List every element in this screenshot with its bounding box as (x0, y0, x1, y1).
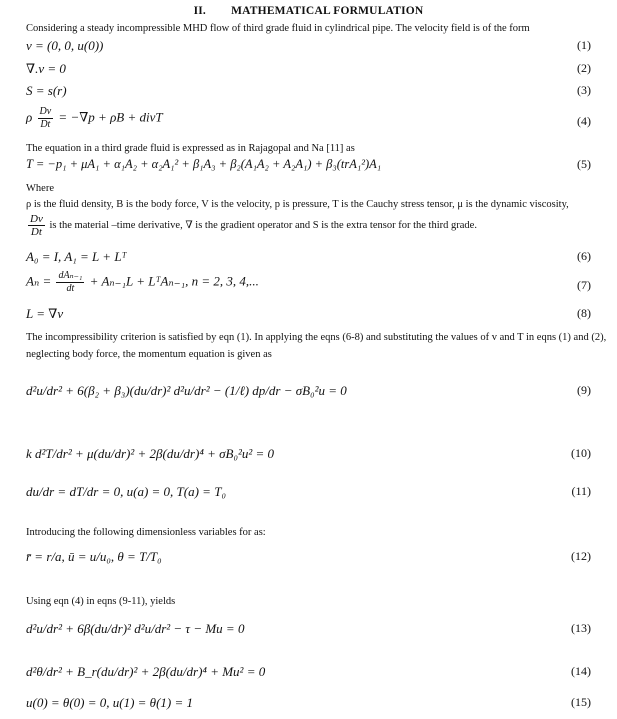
equation-9 (26, 383, 591, 413)
section-title: MATHEMATICAL FORMULATION (231, 5, 424, 17)
equation-6 (26, 249, 591, 271)
material-derivative-fraction (28, 213, 45, 238)
equation-7 (26, 270, 591, 302)
material-derivative-numerator: Dv (30, 213, 43, 225)
equation-14-number: (14) (571, 664, 591, 678)
section-heading (0, 5, 617, 17)
equation-12-number: (12) (571, 549, 591, 563)
equation-13-number: (13) (571, 621, 591, 635)
equation-5 (26, 157, 591, 179)
equation-12 (26, 549, 591, 571)
equation-11-body: du/dr = dT/dr = 0, u(a) = 0, T(a) = T₀ (26, 484, 226, 499)
paragraph-introducing: Introducing the following dimensionless variables for as: (26, 527, 266, 538)
equation-4-number: (4) (577, 114, 591, 128)
equation-5-body: T = −p₁ + μA₁ + α₁A₂ + α₂A₁² + β₁A₃ + β₂(A₁A₂ + A₂A₁) + β₃(trA₁²)A₁ (26, 157, 382, 171)
equation-2 (26, 61, 591, 83)
paragraph-third-grade: The equation in a third grade fluid is expressed as in Rajagopal and Na [11] as (26, 143, 355, 154)
equation-11-number: (11) (571, 484, 591, 498)
equation-4-fraction (38, 106, 54, 131)
equation-4-body (26, 106, 163, 131)
paragraph-material-text: is the material –time derivative, ∇ is the gradient operator and S is the extra tensor for the third grade. (46, 219, 477, 231)
equation-14 (26, 664, 591, 686)
equation-7-lhs: Aₙ = (26, 273, 52, 289)
equation-13 (26, 621, 591, 643)
material-derivative-denominator: Dt (30, 226, 42, 238)
paragraph-symbols: ρ is the fluid density, B is the body force, V is the velocity, p is pressure, T is the Cauchy stress tensor, μ is the dynamic viscosity, (26, 199, 569, 210)
equation-1-body: v = (0, 0, u(0)) (26, 38, 104, 53)
equation-7-denominator: dt (66, 283, 75, 294)
equation-1 (26, 38, 591, 60)
equation-8 (26, 306, 591, 328)
equation-5-number: (5) (577, 157, 591, 171)
equation-4-numerator: Dv (39, 106, 52, 117)
paragraph-incompressibility: The incompressibility criterion is satisfied by eqn (1). In applying the eqns (6-8) and substituting the values of v and T in eqns (1) and (2), neglecting body force, the momentum equation is given as (26, 332, 607, 360)
equation-2-body: ∇.v = 0 (26, 61, 66, 76)
equation-8-number: (8) (577, 306, 591, 320)
equation-9-body: d²u/dr² + 6(β₂ + β₃)(du/dr)² d²u/dr² − (1/ℓ) dp/dr − σB₀²u = 0 (26, 383, 347, 398)
equation-7-fraction (56, 270, 84, 295)
equation-14-body: d²θ/dr² + B_r(du/dr)² + 2β(du/dr)⁴ + Mu² = 0 (26, 664, 266, 679)
equation-13-body: d²u/dr² + 6β(du/dr)² d²u/dr² − τ − Mu = 0 (26, 621, 245, 636)
equation-2-number: (2) (577, 61, 591, 75)
equation-3-body: S = s(r) (26, 83, 67, 98)
paragraph-intro: Considering a steady incompressible MHD flow of third grade fluid in cylindrical pipe. The velocity field is of the form (26, 23, 530, 34)
equation-15-body: u(0) = θ(0) = 0, u(1) = θ(1) = 1 (26, 695, 193, 710)
equation-7-body (26, 270, 259, 295)
equation-15-number: (15) (571, 695, 591, 709)
equation-10-number: (10) (571, 446, 591, 460)
paragraph-where: Where (26, 183, 54, 194)
equation-3-number: (3) (577, 83, 591, 97)
paragraph-material (26, 213, 608, 238)
equation-12-body: r̄ = r/a, ū = u/u₀, θ = T/T₀ (26, 549, 162, 564)
equation-4-denominator: Dt (40, 119, 51, 130)
equation-9-number: (9) (577, 383, 591, 397)
equation-1-number: (1) (577, 38, 591, 52)
equation-7-number: (7) (577, 278, 591, 292)
section-number: II. (193, 5, 207, 17)
equation-7-rhs: + Aₙ₋₁L + LᵀAₙ₋₁, n = 2, 3, 4,... (89, 273, 259, 289)
equation-10-body: k d²T/dr² + μ(du/dr)² + 2β(du/dr)⁴ + σB₀²u² = 0 (26, 446, 275, 461)
equation-4-rhs: = −∇p + ρB + divT (58, 109, 163, 125)
equation-7-numerator: dAₙ₋₁ (58, 270, 83, 281)
equation-6-number: (6) (577, 249, 591, 263)
equation-4 (26, 106, 591, 136)
equation-10 (26, 446, 591, 476)
equation-15 (26, 695, 591, 717)
paragraph-using: Using eqn (4) in eqns (9-11), yields (26, 596, 176, 607)
equation-6-body: A₀ = I, A₁ = L + Lᵀ (26, 249, 127, 264)
equation-8-body: L = ∇v (26, 306, 64, 321)
equation-11 (26, 484, 591, 506)
equation-3 (26, 83, 591, 105)
equation-4-lhs: ρ (26, 109, 33, 125)
